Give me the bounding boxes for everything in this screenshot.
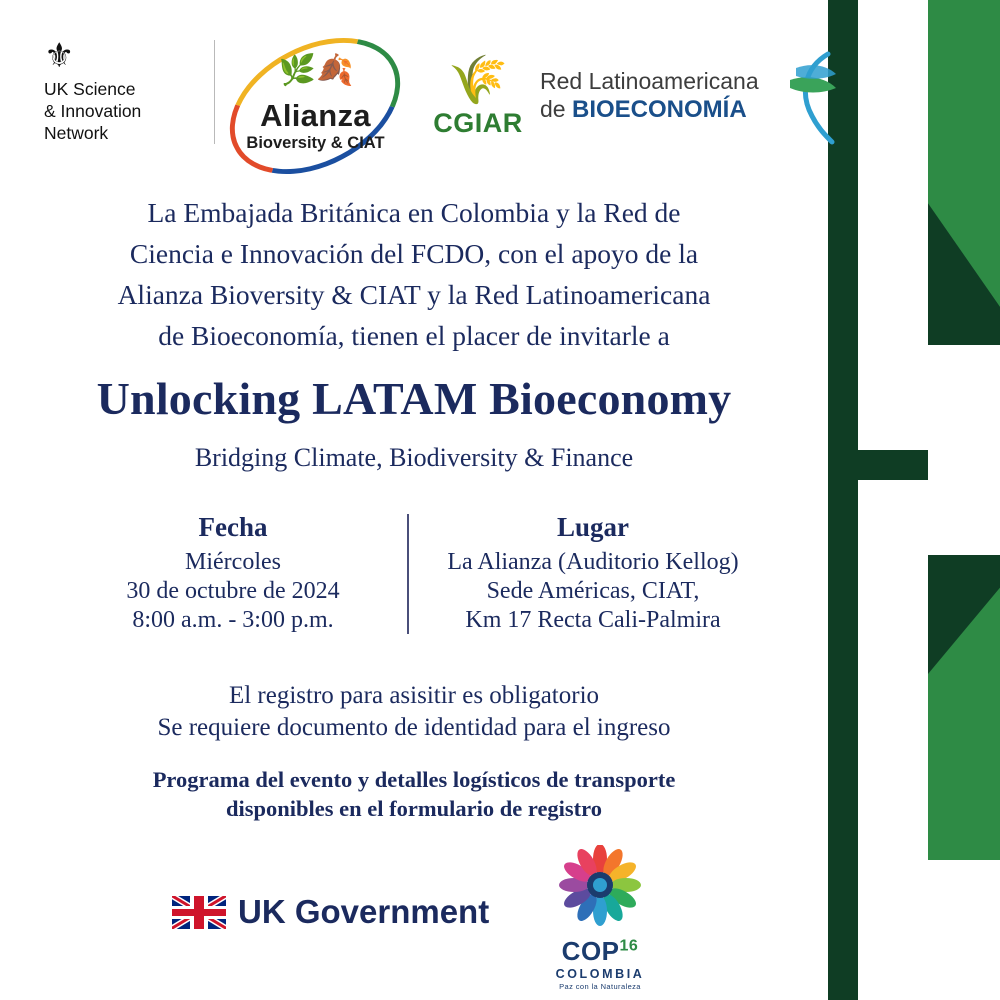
registration-notes bbox=[60, 680, 768, 744]
details-place bbox=[428, 512, 758, 635]
event-details bbox=[60, 512, 768, 637]
ukin-line-2: & Innovation bbox=[44, 101, 142, 121]
band-wedge-bottom bbox=[928, 560, 1000, 860]
details-place-line-3: Km 17 Recta Cali-Palmira bbox=[465, 607, 721, 633]
alianza-wordmark: Alianza bbox=[260, 98, 371, 133]
details-date-line-2: 30 de octubre de 2024 bbox=[126, 578, 340, 604]
logo-uk-science-innovation-network bbox=[44, 40, 215, 144]
band-wedge-top bbox=[928, 0, 1000, 340]
event-title: Unlocking LATAM Bioeconomy bbox=[96, 373, 732, 424]
union-jack-icon bbox=[172, 896, 226, 929]
logo-cop16 bbox=[548, 845, 652, 991]
logo-alianza-bioversity-ciat bbox=[218, 42, 413, 172]
details-place-heading: Lugar bbox=[556, 512, 629, 542]
notes-line-2: Se requiere documento de identidad para el ingreso bbox=[157, 714, 671, 741]
details-date-line-3: 8:00 a.m. - 3:00 p.m. bbox=[132, 607, 334, 633]
details-divider bbox=[407, 514, 409, 634]
event-subtitle: Bridging Climate, Biodiversity & Finance bbox=[194, 443, 634, 472]
details-date-line-1: Miércoles bbox=[185, 549, 281, 575]
redlat-line-1: Red Latinoamericana bbox=[540, 68, 759, 94]
program-notes bbox=[60, 765, 768, 823]
decorative-band bbox=[828, 0, 1000, 1000]
notes-line-1: El registro para asisitir es obligatorio bbox=[228, 682, 600, 709]
band-gap-middle bbox=[928, 345, 1000, 555]
band-stripe-bottom bbox=[858, 480, 928, 1000]
alianza-subtitle: Bioversity & CIAT bbox=[246, 134, 385, 152]
redlat-line-2-prefix: de bbox=[540, 96, 572, 122]
cgiar-wordmark: CGIAR bbox=[433, 108, 523, 138]
wheat-icon: 🌾 bbox=[448, 54, 508, 107]
uk-government-label: UK Government bbox=[238, 893, 490, 930]
band-gap-bottom bbox=[928, 860, 1000, 1000]
cop16-tagline: Paz con la Naturaleza bbox=[559, 982, 641, 991]
details-date bbox=[68, 512, 398, 635]
intro-line-3: Alianza Bioversity & CIAT y la Red Latinoamericana bbox=[117, 279, 711, 310]
redlat-bioeconomia: BIOECONOMÍA bbox=[571, 96, 747, 123]
crown-icon: ⚜ bbox=[44, 38, 74, 75]
intro-line-1: La Embajada Británica en Colombia y la Red de bbox=[147, 197, 681, 228]
intro-line-4: de Bioeconomía, tienen el placer de invitarle a bbox=[158, 320, 670, 351]
cop16-flower-icon bbox=[552, 845, 648, 929]
program-notes-line-1: Programa del evento y detalles logísticos de transporte bbox=[152, 767, 676, 792]
intro-paragraph bbox=[60, 192, 768, 356]
band-stripe-top bbox=[858, 0, 928, 450]
logo-uk-government bbox=[172, 893, 489, 931]
program-notes-line-2: disponibles en el formulario de registro bbox=[225, 796, 603, 821]
logo-row bbox=[0, 28, 828, 168]
intro-line-2: Ciencia e Innovación del FCDO, con el apoyo de la bbox=[129, 238, 699, 269]
cop16-country: COLOMBIA bbox=[555, 967, 645, 981]
logo-cgiar bbox=[418, 56, 538, 139]
ukin-line-3: Network bbox=[44, 123, 109, 143]
logo-red-latinoamericana-bioeconomia bbox=[540, 68, 830, 124]
ukin-line-1: UK Science bbox=[44, 79, 136, 99]
leaf-icon: 🌿🍂 bbox=[278, 54, 354, 87]
cop16-word: COP bbox=[561, 936, 620, 966]
details-place-line-2: Sede Américas, CIAT, bbox=[486, 578, 700, 604]
details-date-heading: Fecha bbox=[198, 512, 268, 542]
cop16-number: 16 bbox=[619, 937, 639, 955]
swoosh-icon bbox=[778, 50, 840, 146]
details-place-line-1: La Alianza (Auditorio Kellog) bbox=[447, 549, 739, 575]
